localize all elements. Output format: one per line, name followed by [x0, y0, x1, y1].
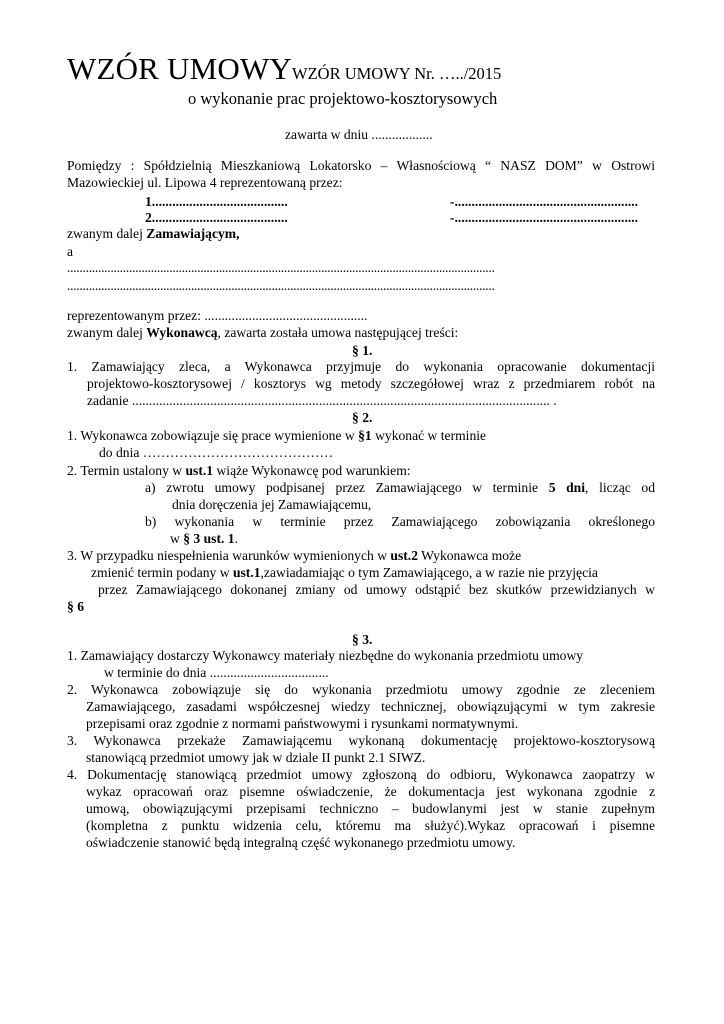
subtitle: o wykonanie prac projektowo-kosztorysowych — [188, 89, 498, 108]
s2-a-text-a: a) zwrotu umowy podpisanej przez Zamawiającego w terminie — [145, 480, 549, 495]
s2-p1-text-c: wykonać w terminie — [371, 428, 487, 443]
s2-p3-l2-ref: ust.1 — [232, 565, 261, 580]
section-2-condition-a-line-2: dnia doręczenia jej Zamawiającemu, — [172, 497, 372, 512]
s2-p3-text-c: Wykonawca może — [418, 548, 522, 563]
s2-p3-ref: ust.2 — [390, 548, 418, 563]
s2-a-days: 5 dni — [548, 480, 586, 495]
contractor-line-2: .......................................................................................................................................... — [67, 278, 495, 293]
section-2-point-1-line-1 — [67, 428, 486, 445]
section-3-heading: § 3. — [352, 632, 373, 647]
section-3-point-4-line-5: oświadczenie stanowić będą integralną część wykonanego przedmiotu umowy. — [86, 835, 516, 850]
section-2-condition-b-line-1: b) wykonania w terminie przez Zamawiającego zobowiązania określonego — [145, 514, 655, 529]
section-2-point-2 — [67, 463, 411, 480]
section-1-point-1-line-1: 1. Zamawiający zleca, a Wykonawca przyjmuje do wykonania opracowanie dokumentacji — [67, 359, 655, 374]
representative-2-role: -...................................................... — [450, 210, 639, 225]
contractor-designation-term: Wykonawcą — [146, 325, 218, 340]
representative-1-name: 1........................................ — [145, 194, 288, 209]
section-3-point-3-line-2: stanowiącą przedmiot umowy jak w dziale II punkt 2.1 SIWZ. — [86, 750, 426, 765]
s2-p2-text-a: 2. Termin ustalony w — [67, 463, 186, 478]
title-big: WZÓR UMOWY — [67, 51, 292, 86]
contractor-designation-suffix: , zawarta została umowa następującej treści: — [217, 325, 459, 340]
section-3-point-4-line-4: (kompletna z punktu widzenia celu, któremu ma służyć).Wykaz opracowań i pisemne — [86, 818, 655, 833]
section-2-condition-b-line-2 — [170, 531, 238, 548]
section-3-point-2-line-1: 2. Wykonawca zobowiązuje się do wykonania przedmiotu umowy zgodnie ze zleceniem — [67, 682, 655, 697]
section-2-point-3-line-1 — [67, 548, 521, 565]
section-2-heading: § 2. — [352, 410, 373, 425]
title-small: WZÓR UMOWY Nr. …../2015 — [292, 64, 502, 83]
section-2-point-3-line-3: przez Zamawiającego dokonanej zmiany od umowy odstąpić bez skutków przewidzianych w — [98, 582, 655, 597]
s2-b-text-a: w — [170, 531, 184, 546]
section-2-point-3-line-4: § 6 — [67, 599, 84, 614]
section-3-point-2-line-2: Zamawiającego, zasadami współczesnej wiedzy technicznej, obowiązującymi w tym zakresie — [86, 699, 655, 714]
contractor-representative: reprezentowanym przez: ................................................ — [67, 308, 368, 323]
parties-line-2: Mazowieckiej ul. Lipowa 4 reprezentowaną przez: — [67, 175, 343, 190]
section-3-point-4-line-3: umową, obowiązującymi przepisami techniczno – budowlanymi jest w stanie zupełnym — [86, 801, 655, 816]
parties-line-1: Pomiędzy : Spółdzielnią Mieszkaniową Lokatorsko – Własnościową “ NASZ DOM” w Ostrowi — [67, 158, 655, 173]
s2-p3-l2-text-c: ,zawiadamiając o tym Zamawiającego, a w razie nie przyjęcia — [260, 565, 598, 580]
s2-p1-text-a: 1. Wykonawca zobowiązuje się prace wymienione w — [67, 428, 359, 443]
s2-b-ref: § 3 ust. 1 — [183, 531, 235, 546]
section-2-point-3-line-2 — [91, 565, 598, 582]
s2-p3-l2-text-a: zmienić termin podany w — [91, 565, 233, 580]
s2-a-text-c: , licząc od — [585, 480, 655, 495]
representative-2-name: 2........................................ — [145, 210, 288, 225]
section-1-point-1-line-2: projektowo-kosztorysowej / kosztorys wg metody szczegółowej wraz z przedmiarem robót na — [87, 376, 655, 391]
section-2-point-1-line-2: do dnia …………………………………… — [99, 445, 334, 460]
document-title — [67, 52, 501, 86]
concluded-date-line: zawarta w dniu .................. — [285, 127, 433, 142]
section-3-point-4-line-2: wykaz opracowań oraz pisemne oświadczenie, że dokumentacja jest wykonana zgodnie z — [86, 784, 655, 799]
s2-p3-text-a: 3. W przypadku niespełnienia warunków wymienionych w — [67, 548, 391, 563]
section-3-point-1-line-1: 1. Zamawiający dostarczy Wykonawcy materiały niezbędne do wykonania przedmiotu umowy — [67, 648, 584, 663]
s2-b-text-c: . — [234, 531, 238, 546]
s2-p2-text-c: wiąże Wykonawcę pod warunkiem: — [213, 463, 411, 478]
contractor-line-1: .......................................................................................................................................... — [67, 260, 495, 275]
contractor-designation-prefix: zwanym dalej — [67, 325, 147, 340]
section-3-point-2-line-3: przepisami oraz zgodnie z normami państwowymi i rysunkami normatywnymi. — [86, 716, 519, 731]
section-1-point-1-line-3: zadanie ........................................................................................................................... . — [87, 393, 557, 408]
section-3-point-3-line-1: 3. Wykonawca przekaże Zamawiającemu wykonaną dokumentację projektowo-kosztorysową — [67, 733, 655, 748]
and-conjunction: a — [67, 244, 74, 259]
representative-1-role: -...................................................... — [450, 194, 639, 209]
contractor-designation — [67, 325, 458, 342]
client-designation — [67, 226, 240, 243]
s2-p2-ref: ust.1 — [185, 463, 214, 478]
s2-p1-ref: §1 — [358, 428, 372, 443]
section-3-point-4-line-1: 4. Dokumentację stanowiącą przedmiot umowy zgłoszoną do odbioru, Wykonawca zaopatrzy w — [67, 767, 655, 782]
section-2-condition-a-line-1 — [145, 480, 655, 497]
client-designation-prefix: zwanym dalej — [67, 226, 147, 241]
section-3-point-1-line-2: w terminie do dnia ................................... — [104, 665, 329, 680]
section-1-heading: § 1. — [352, 343, 373, 358]
client-designation-term: Zamawiającym, — [146, 226, 240, 241]
